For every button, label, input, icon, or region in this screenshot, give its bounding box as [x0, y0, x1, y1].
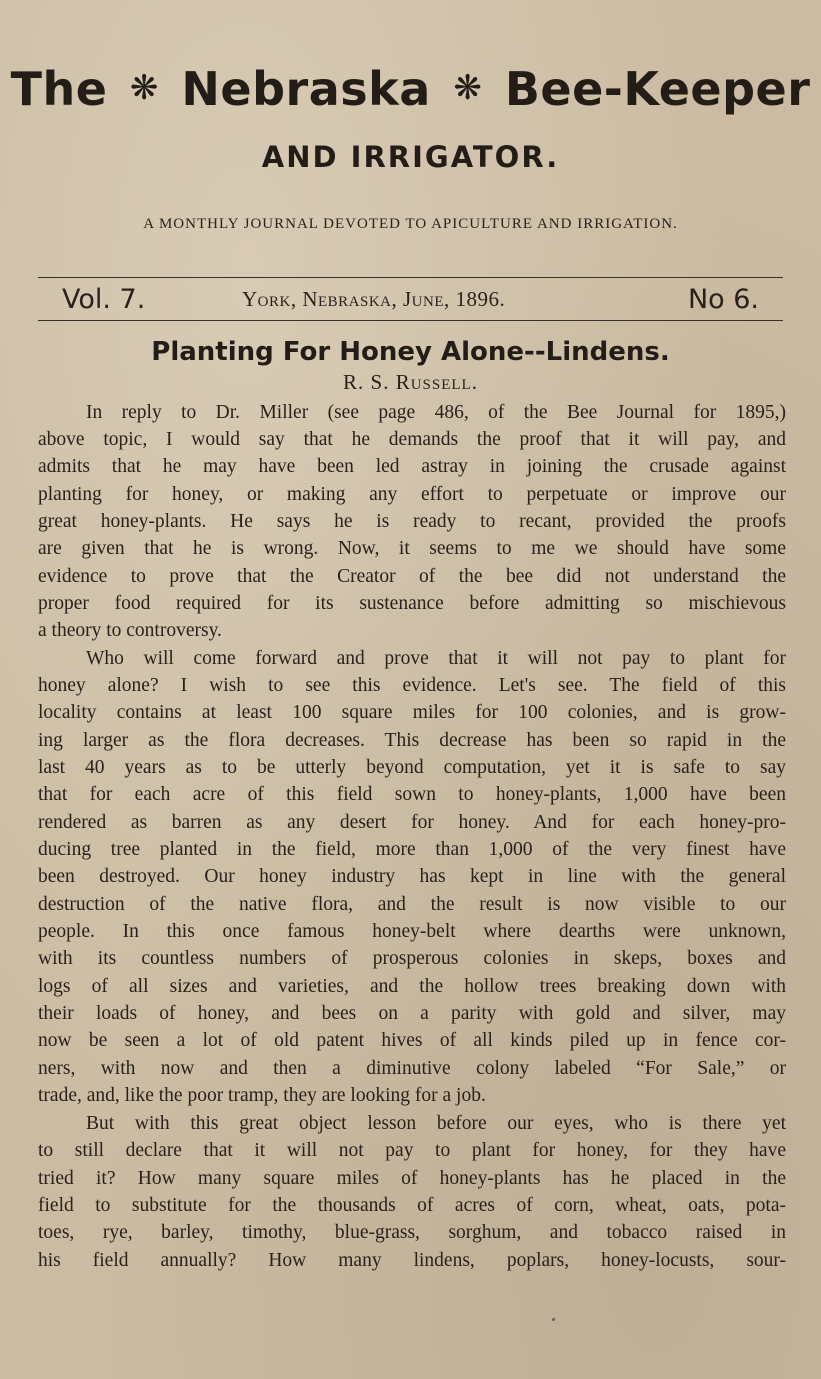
article-title: Planting For Honey Alone--Lindens. [151, 337, 670, 367]
text-line: locality contains at least 100 square miles for 100 colonies, and is grow- [38, 702, 786, 723]
text-line: toes, rye, barley, timothy, blue-grass, sorghum, and tobacco raised in [38, 1222, 786, 1243]
text-line: tried it? How many square miles of honey-plants has he placed in the [38, 1168, 786, 1189]
text-line: that for each acre of this field sown to honey-plants, 1,000 have been [38, 784, 786, 805]
text-line: proper food required for its sustenance before admitting so mischievous [38, 593, 786, 614]
ornament-star-icon: ❋ [129, 68, 159, 108]
masthead-tagline: A MONTHLY JOURNAL DEVOTED TO APICULTURE AND IRRIGATION. [143, 216, 678, 232]
text-line: rendered as barren as any desert for honey. And for each honey-pro- [38, 812, 786, 833]
text-line: honey alone? I wish to see this evidence. Let's see. The field of this [38, 675, 786, 696]
text-line: trade, and, like the poor tramp, they are looking for a job. [38, 1085, 486, 1106]
ornament-star-icon: ❋ [453, 68, 483, 108]
text-line: ducing tree planted in the field, more than 1,000 of the very finest have [38, 839, 786, 860]
text-line: evidence to prove that the Creator of the bee did not understand the [38, 566, 786, 587]
place-date: York, Nebraska, June, 1896. [242, 287, 506, 311]
article-author: R. S. Russell. [343, 370, 478, 394]
dateline [38, 281, 783, 319]
masthead-word-nebraska: Nebraska [181, 62, 431, 116]
text-line: Who will come forward and prove that it will not pay to plant for [86, 648, 786, 669]
text-line: are given that he is wrong. Now, it seems to me we should have some [38, 538, 786, 559]
dateline-bottom-rule [38, 320, 783, 321]
text-line: his field annually? How many lindens, poplars, honey-locusts, sour- [38, 1250, 786, 1271]
masthead-word-the: The [10, 62, 108, 116]
text-line: with its countless numbers of prosperous colonies in skeps, boxes and [38, 948, 786, 969]
text-line: ing larger as the flora decreases. This decrease has been so rapid in the [38, 730, 786, 751]
dateline-top-rule [38, 277, 783, 278]
text-line: last 40 years as to be utterly beyond computation, yet it is safe to say [38, 757, 786, 778]
text-line: But with this great object lesson before our eyes, who is there yet [86, 1113, 786, 1134]
text-line: been destroyed. Our honey industry has kept in line with the general [38, 866, 786, 887]
text-line: destruction of the native flora, and the result is now visible to our [38, 894, 786, 915]
text-line: admits that he may have been led astray in joining the crusade against [38, 456, 786, 477]
text-line: field to substitute for the thousands of acres of corn, wheat, oats, pota- [38, 1195, 786, 1216]
issue-number: No 6. [687, 284, 759, 315]
text-line: In reply to Dr. Miller (see page 486, of the Bee Journal for 1895,) [86, 402, 786, 423]
text-line: people. In this once famous honey-belt where dearths were unknown, [38, 921, 786, 942]
masthead-subtitle: AND IRRIGATOR. [261, 140, 560, 174]
masthead-word-beekeeper: Bee-Keeper [504, 62, 811, 116]
text-line: to still declare that it will not pay to plant for honey, for they have [38, 1140, 786, 1161]
text-line: a theory to controversy. [38, 620, 222, 641]
text-line: their loads of honey, and bees on a parity with gold and silver, may [38, 1003, 786, 1024]
text-line: now be seen a lot of old patent hives of all kinds piled up in fence cor- [38, 1030, 786, 1051]
text-line: planting for honey, or making any effort to perpetuate or improve our [38, 484, 786, 505]
text-line: ners, with now and then a diminutive colony labeled “For Sale,” or [38, 1058, 786, 1079]
text-line: great honey-plants. He says he is ready to recant, provided the proofs [38, 511, 786, 532]
text-line: above topic, I would say that he demands the proof that it will pay, and [38, 429, 786, 450]
masthead-title [0, 62, 821, 116]
text-line: logs of all sizes and varieties, and the hollow trees breaking down with [38, 976, 786, 997]
volume-label: Vol. 7. [62, 284, 146, 315]
paper-blemish [552, 1318, 555, 1321]
